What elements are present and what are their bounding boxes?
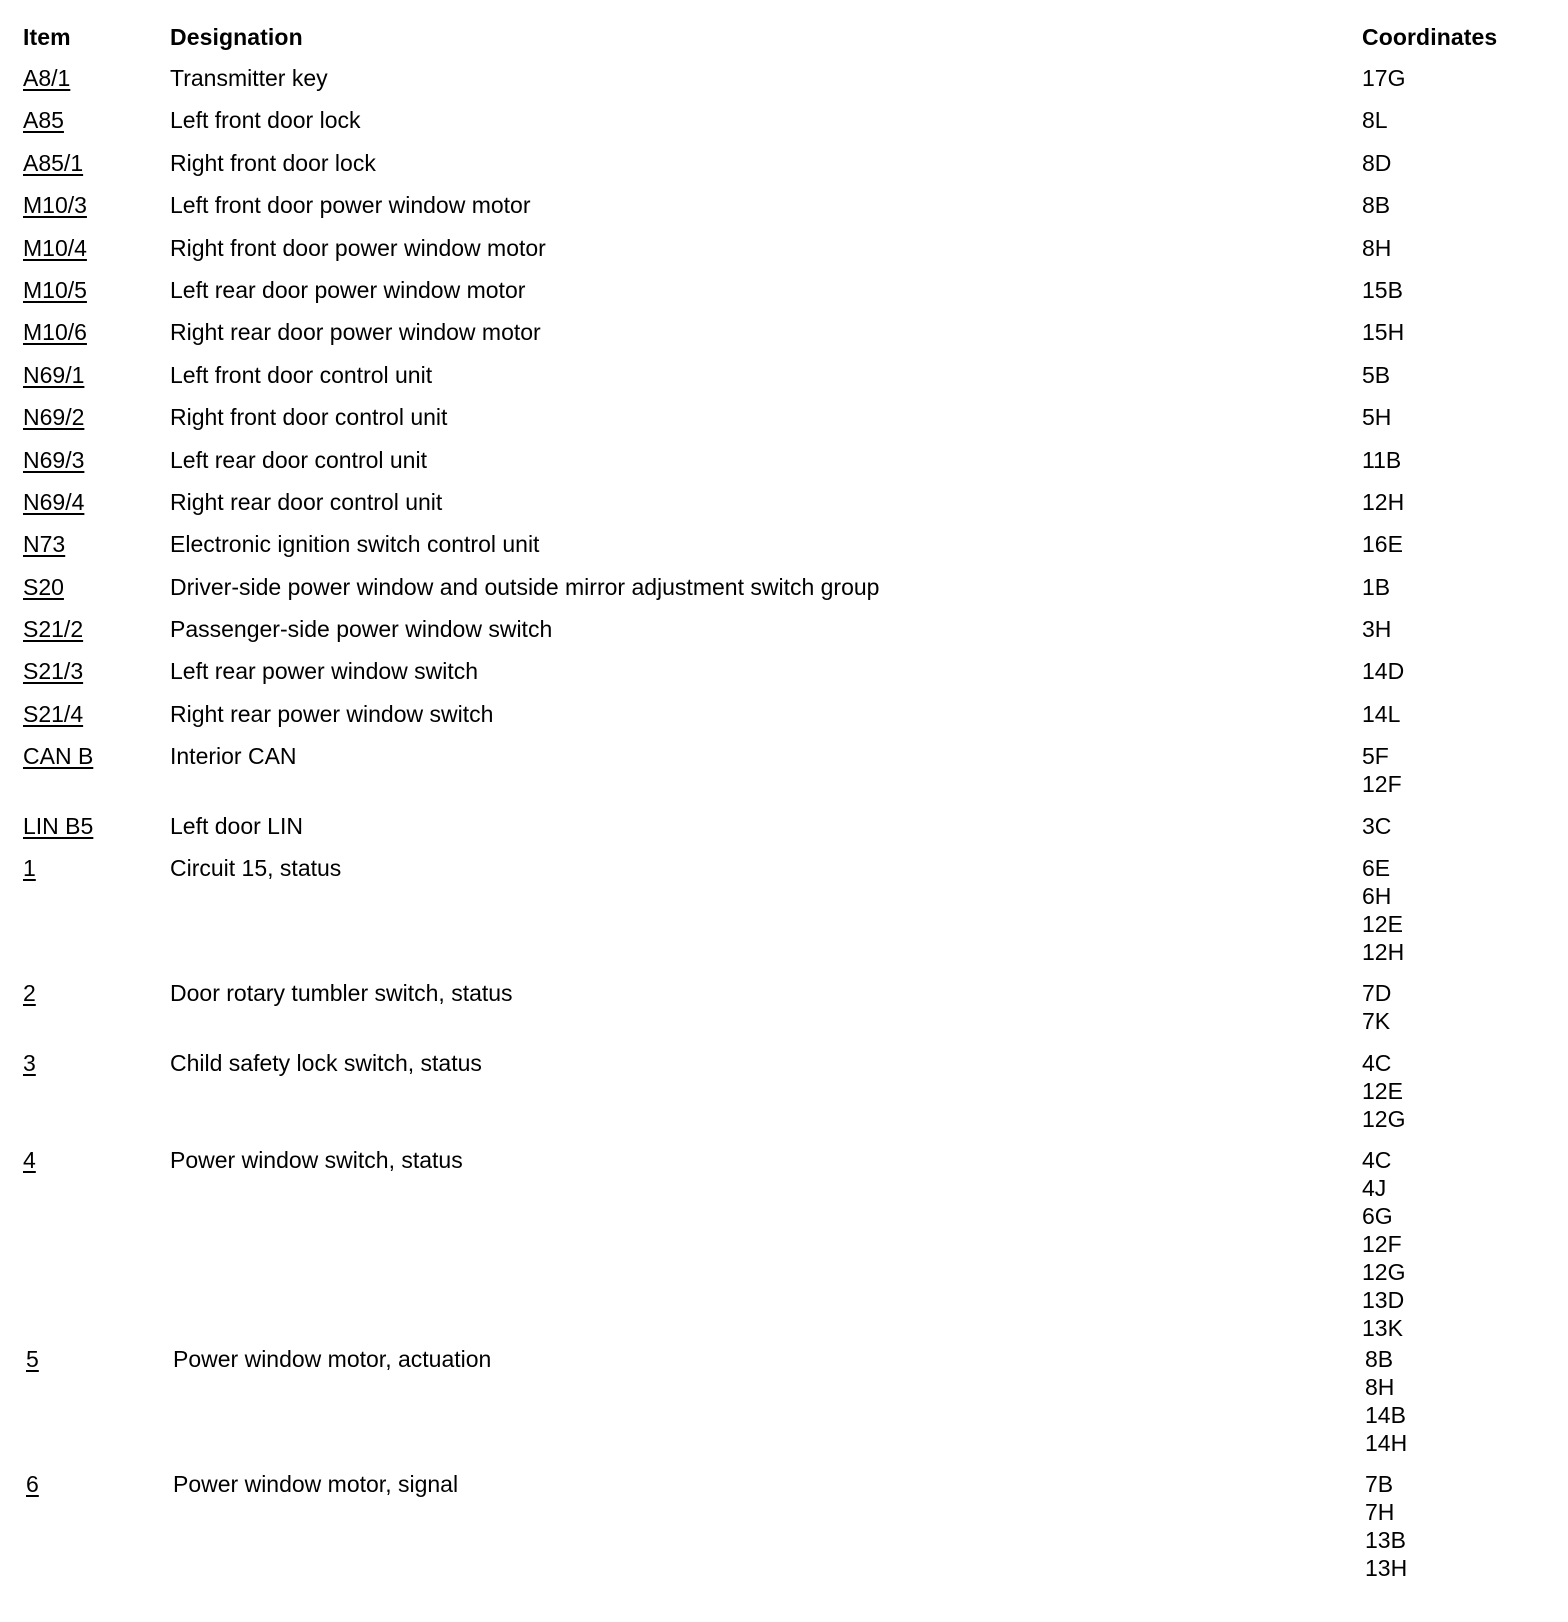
- designation-text: Door rotary tumbler switch, status: [170, 980, 513, 1007]
- coordinates-list: [1362, 276, 1403, 304]
- coordinate-value: 8B: [1362, 192, 1391, 219]
- coordinate-value: 12F: [1362, 1231, 1402, 1258]
- coordinate-value: 8D: [1362, 149, 1392, 176]
- coordinate-value: 12G: [1362, 1259, 1406, 1286]
- coordinate-value: 12H: [1362, 488, 1405, 515]
- coordinates-list: [1362, 403, 1391, 431]
- table-row: [0, 276, 1568, 318]
- item-link[interactable]: M10/5: [23, 276, 87, 303]
- item-link[interactable]: M10/3: [23, 192, 87, 219]
- table-row: [0, 488, 1568, 530]
- coordinates-list: [1362, 979, 1391, 1035]
- coordinates-list: [1362, 446, 1401, 474]
- item-link[interactable]: A8/1: [23, 65, 71, 91]
- item-link[interactable]: 1: [23, 855, 36, 882]
- designation-text: Right rear door control unit: [170, 488, 443, 515]
- designation-text: Circuit 15, status: [170, 855, 342, 882]
- legend-table-body: [0, 64, 1568, 1595]
- table-row: [0, 530, 1568, 572]
- coordinate-value: 17G: [1362, 65, 1406, 91]
- coordinate-value: 13D: [1362, 1287, 1405, 1314]
- table-row: [0, 234, 1568, 276]
- coordinates-list: [1362, 812, 1391, 840]
- coordinates-list: [1362, 488, 1404, 516]
- coordinate-value: 13B: [1365, 1527, 1406, 1554]
- item-link[interactable]: S21/3: [23, 658, 84, 685]
- table-row: [0, 1345, 1568, 1470]
- coordinate-value: 15B: [1362, 276, 1403, 303]
- designation-text: Left door LIN: [170, 813, 303, 840]
- coordinates-list: [1362, 742, 1402, 798]
- coordinate-value: 4J: [1362, 1175, 1387, 1202]
- table-row: [0, 1146, 1568, 1345]
- item-link[interactable]: A85/1: [23, 149, 84, 176]
- coordinate-value: 3H: [1362, 616, 1392, 643]
- coordinates-list: [1362, 64, 1405, 92]
- coordinate-value: 12G: [1362, 1106, 1406, 1133]
- coordinate-value: 13H: [1365, 1555, 1408, 1582]
- item-link[interactable]: 4: [23, 1147, 36, 1174]
- item-link[interactable]: M10/6: [23, 319, 87, 346]
- table-row: [0, 191, 1568, 233]
- coordinates-list: [1365, 1470, 1407, 1582]
- designation-text: Left rear door power window motor: [170, 276, 526, 303]
- table-row: [0, 812, 1568, 854]
- table-row: [0, 615, 1568, 657]
- designation-text: Transmitter key: [170, 65, 328, 91]
- coordinates-list: [1362, 149, 1391, 177]
- designation-text: Passenger-side power window switch: [170, 616, 553, 643]
- coordinate-value: 7B: [1365, 1471, 1394, 1498]
- coordinate-value: 6E: [1362, 855, 1391, 882]
- coordinates-list: [1362, 1146, 1405, 1342]
- coordinate-value: 1B: [1362, 573, 1391, 600]
- designation-text: Right front door lock: [170, 149, 376, 176]
- table-row: [0, 403, 1568, 445]
- coordinate-value: 3C: [1362, 813, 1392, 840]
- coordinate-value: 12E: [1362, 1078, 1403, 1105]
- designation-text: Child safety lock switch, status: [170, 1050, 482, 1077]
- item-link[interactable]: N73: [23, 531, 66, 558]
- coordinates-list: [1362, 530, 1403, 558]
- coordinate-value: 5F: [1362, 743, 1389, 770]
- designation-text: Power window motor, actuation: [173, 1346, 492, 1373]
- item-link[interactable]: 3: [23, 1050, 36, 1077]
- coordinate-value: 8B: [1365, 1346, 1394, 1373]
- designation-text: Right rear door power window motor: [170, 319, 541, 346]
- coordinate-value: 14D: [1362, 658, 1405, 685]
- item-link[interactable]: N69/3: [23, 446, 85, 473]
- item-link[interactable]: 6: [26, 1471, 39, 1498]
- coordinate-value: 7H: [1365, 1499, 1395, 1526]
- coordinates-list: [1362, 191, 1390, 219]
- coordinate-value: 14L: [1362, 700, 1401, 727]
- coordinate-value: 6H: [1362, 883, 1392, 910]
- designation-text: Right rear power window switch: [170, 700, 494, 727]
- designation-text: Power window motor, signal: [173, 1471, 459, 1498]
- coordinates-list: [1362, 854, 1404, 966]
- table-row: [0, 657, 1568, 699]
- coordinates-list: [1362, 361, 1390, 389]
- designation-text: Power window switch, status: [170, 1147, 463, 1174]
- table-row: [0, 979, 1568, 1049]
- designation-text: Interior CAN: [170, 743, 297, 770]
- coordinate-value: 7K: [1362, 1008, 1391, 1035]
- designation-text: Right front door power window motor: [170, 234, 546, 261]
- table-row: [0, 573, 1568, 615]
- table-row: [0, 1049, 1568, 1146]
- table-row: [0, 1470, 1568, 1595]
- item-link[interactable]: N69/2: [23, 404, 85, 431]
- coordinate-value: 14H: [1365, 1430, 1408, 1457]
- coordinates-list: [1362, 106, 1388, 134]
- coordinate-value: 13K: [1362, 1315, 1403, 1342]
- table-header: [0, 0, 1568, 60]
- item-link[interactable]: A85: [23, 107, 64, 134]
- table-row: [0, 64, 1568, 106]
- item-link[interactable]: 5: [26, 1346, 39, 1373]
- coordinate-value: 12H: [1362, 939, 1405, 966]
- coordinates-list: [1362, 573, 1390, 601]
- table-row: [0, 742, 1568, 812]
- coordinate-value: 6G: [1362, 1203, 1393, 1230]
- coordinate-value: 8H: [1365, 1374, 1395, 1401]
- table-row: [0, 700, 1568, 742]
- coordinate-value: 12F: [1362, 771, 1402, 798]
- item-link[interactable]: 2: [23, 980, 36, 1007]
- coordinates-list: [1362, 615, 1391, 643]
- item-link[interactable]: CAN B: [23, 743, 94, 770]
- coordinate-value: 12E: [1362, 911, 1403, 938]
- table-row: [0, 318, 1568, 360]
- item-link[interactable]: S21/4: [23, 700, 84, 727]
- designation-text: Left rear power window switch: [170, 658, 479, 685]
- table-row: [0, 446, 1568, 488]
- coordinates-list: [1362, 234, 1391, 262]
- coordinate-value: 5B: [1362, 361, 1391, 388]
- table-row: [0, 361, 1568, 403]
- coordinate-value: 8L: [1362, 107, 1388, 134]
- designation-text: Electronic ignition switch control unit: [170, 531, 540, 558]
- table-row: [0, 854, 1568, 979]
- designation-text: Driver-side power window and outside mirror adjustment switch group: [170, 573, 880, 600]
- header-coordinates: Coordinates: [1362, 24, 1498, 50]
- designation-text: Left front door control unit: [170, 361, 433, 388]
- table-row: [0, 106, 1568, 148]
- header-item: Item: [23, 24, 71, 50]
- coordinate-value: 16E: [1362, 531, 1403, 558]
- table-row: [0, 149, 1568, 191]
- coordinates-list: [1362, 700, 1400, 728]
- coordinates-list: [1365, 1345, 1407, 1457]
- item-link[interactable]: N69/4: [23, 488, 85, 515]
- item-link[interactable]: N69/1: [23, 361, 85, 388]
- designation-text: Right front door control unit: [170, 404, 448, 431]
- coordinates-list: [1362, 657, 1404, 685]
- item-link[interactable]: S21/2: [23, 616, 84, 643]
- coordinate-value: 7D: [1362, 980, 1392, 1007]
- coordinate-value: 4C: [1362, 1050, 1392, 1077]
- coordinate-value: 14B: [1365, 1402, 1406, 1429]
- coordinate-value: 8H: [1362, 234, 1392, 261]
- coordinate-value: 11B: [1362, 446, 1402, 473]
- coordinates-list: [1362, 1049, 1405, 1133]
- item-link[interactable]: S20: [23, 573, 64, 600]
- designation-text: Left front door lock: [170, 107, 361, 134]
- coordinate-value: 15H: [1362, 319, 1405, 346]
- header-designation: Designation: [170, 24, 303, 50]
- coordinate-value: 4C: [1362, 1147, 1392, 1174]
- item-link[interactable]: M10/4: [23, 234, 87, 261]
- designation-text: Left rear door control unit: [170, 446, 427, 473]
- coordinates-list: [1362, 318, 1404, 346]
- item-link[interactable]: LIN B5: [23, 813, 94, 840]
- coordinate-value: 5H: [1362, 404, 1392, 431]
- designation-text: Left front door power window motor: [170, 192, 531, 219]
